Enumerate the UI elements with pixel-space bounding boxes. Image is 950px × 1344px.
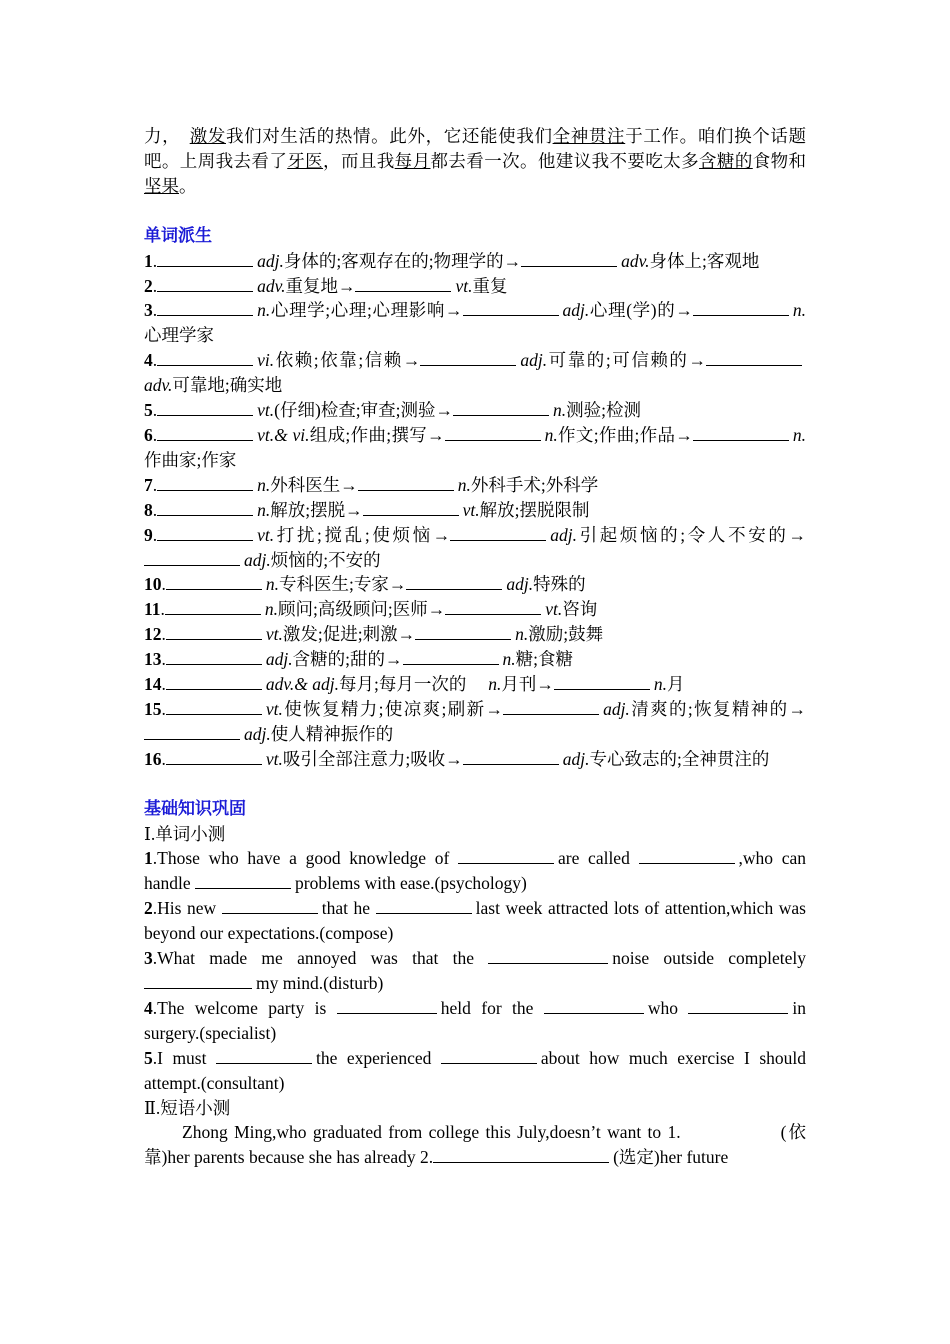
question-1: 1.Those who have a good knowledge of are called ,who can handle problems with ease.(psychology): [144, 848, 806, 894]
question-4: 4.The welcome party is held for the who in surgery.(specialist): [144, 997, 806, 1043]
part-of-speech: n.: [257, 499, 271, 520]
answer-blank[interactable]: [166, 648, 262, 665]
answer-blank[interactable]: [144, 549, 240, 566]
answer-blank[interactable]: [503, 698, 599, 715]
derivation-item-7: 7. n.外科医生→ n.外科手术;外科学: [144, 474, 599, 495]
document-page: [144, 124, 806, 1170]
meaning: 重复地→: [285, 275, 356, 296]
question-text: are called: [558, 848, 639, 869]
answer-blank[interactable]: [554, 673, 650, 690]
question-5: 5.I must the experienced about how much exercise I should attempt.(consultant): [144, 1047, 807, 1093]
meaning: 含糖的;甜的→: [292, 649, 403, 670]
part-of-speech: adj.: [265, 649, 293, 670]
derivation-item-1: 1. adj.身体的;客观存在的;物理学的→ adv.身体上;客观地: [144, 250, 760, 271]
meaning: 特殊的: [533, 574, 586, 595]
question-text: the experienced: [315, 1047, 441, 1068]
section-title-basic-knowledge: 基础知识巩固: [144, 798, 246, 818]
item-number: 7: [144, 474, 153, 495]
part-of-speech: adj.: [603, 698, 630, 719]
item-number: 12: [144, 624, 162, 645]
part-of-speech: adj.: [506, 574, 534, 595]
meaning: 烦恼的;不安的: [270, 549, 381, 570]
question-text: The welcome party is: [157, 997, 337, 1018]
question-text: in surgery.(specialist): [144, 997, 806, 1043]
question-3: 3.What made me annoyed was that the noise outside completely my mind.(disturb): [144, 948, 806, 993]
question-text: about how much exercise I should attempt.(consultant): [144, 1047, 807, 1093]
intro-text: ，而且我: [323, 150, 395, 171]
meaning: 专心致志的;全神贯注的: [589, 748, 770, 769]
item-number: 2: [144, 275, 153, 296]
intro-text: 力，: [144, 126, 190, 146]
part-of-speech: adv.: [257, 275, 286, 296]
item-number: 8: [144, 499, 153, 520]
item-number: 16: [144, 748, 162, 769]
question-number: 4: [144, 997, 153, 1018]
derivation-item-15: 15. vt.使恢复精力;使凉爽;刷新→ adj.清爽的;恢复精神的→adj.使人精神振作的: [144, 698, 806, 744]
part-of-speech: vt.: [462, 499, 480, 520]
meaning: 心理学;心理;心理影响→: [270, 300, 463, 321]
meaning: 咨询: [562, 599, 598, 620]
underlined-phrase: 激发: [189, 126, 226, 146]
item-number: 13: [144, 649, 162, 670]
word-derivation-list: [144, 249, 806, 772]
part-of-speech: adj.: [562, 300, 590, 321]
answer-blank[interactable]: [166, 673, 262, 690]
meaning: 可靠地;确实地: [172, 375, 283, 396]
answer-blank[interactable]: [157, 524, 253, 541]
answer-blank[interactable]: [166, 573, 262, 590]
answer-blank[interactable]: [706, 349, 802, 366]
meaning: 吸引全部注意力;吸收→: [282, 748, 463, 769]
meaning: 可靠的;可信赖的→: [547, 350, 706, 371]
part-of-speech: vi.: [257, 350, 275, 371]
derivation-item-3: 3. n.心理学;心理;心理影响→ adj.心理(学)的→ n.心理学家: [144, 300, 806, 346]
part-of-speech: n.: [257, 474, 271, 495]
part-of-speech: n.: [792, 300, 806, 321]
passage-text: (依靠)her parents because she has already 2.: [144, 1122, 806, 1168]
item-number: 10: [144, 574, 162, 595]
question-number: 1: [144, 848, 153, 869]
part-of-speech: n.: [488, 674, 502, 695]
derivation-item-2: 2. adv.重复地→ vt.重复: [144, 275, 508, 296]
question-text: last week attracted lots of attention,which was beyond our expectations.(compose): [144, 898, 806, 944]
intro-text: 于工作。咱们换个话题吧。上周我去看了: [144, 126, 807, 171]
question-text: my mind.(disturb): [256, 973, 384, 993]
part-of-speech: vt.& vi.: [257, 424, 310, 445]
meaning: 心理(学)的→: [589, 300, 693, 321]
item-number: 3: [144, 300, 153, 321]
item-number: 15: [144, 698, 162, 719]
part-of-speech: vt.: [265, 698, 283, 719]
answer-blank[interactable]: [144, 972, 252, 989]
meaning: 使恢复精力;使凉爽;刷新→: [282, 698, 504, 719]
derivation-item-5: 5. vt.(仔细)检查;审查;测验→ n.测验;检测: [144, 400, 642, 421]
meaning: 外科手术;外科学: [470, 474, 599, 495]
derivation-item-13: 13. adj.含糖的;甜的→ n.糖;食糖: [144, 649, 573, 670]
derivation-item-8: 8. n.解放;摆脱→ vt.解放;摆脱限制: [144, 499, 590, 520]
answer-blank[interactable]: [453, 399, 549, 416]
meaning: 身体上;客观地: [649, 250, 760, 271]
item-number: 6: [144, 424, 153, 445]
item-number: 11: [144, 599, 161, 620]
answer-blank[interactable]: [445, 598, 541, 615]
question-text: What made me annoyed was that the: [157, 948, 489, 969]
part-of-speech: n.: [653, 674, 667, 695]
item-number: 1: [144, 250, 153, 271]
answer-blank[interactable]: [433, 1146, 609, 1163]
meaning: 心理学家: [144, 325, 214, 346]
passage-text: (选定)her future: [613, 1147, 729, 1168]
part-of-speech: n.: [264, 599, 279, 620]
answer-blank[interactable]: [166, 623, 262, 640]
meaning: 依赖;依靠;信赖→: [274, 350, 421, 371]
meaning: 重复: [472, 275, 508, 296]
answer-blank[interactable]: [358, 474, 454, 491]
question-number: 3: [144, 948, 153, 969]
answer-blank[interactable]: [376, 897, 472, 914]
meaning: 清爽的;恢复精神的→: [629, 698, 806, 719]
meaning: 外科医生→: [270, 474, 358, 495]
part-of-speech: adv.& adj.: [265, 674, 339, 695]
answer-blank[interactable]: [166, 698, 262, 715]
answer-blank[interactable]: [165, 598, 261, 615]
part-of-speech: n.: [553, 400, 567, 421]
answer-blank[interactable]: [355, 275, 451, 292]
answer-blank[interactable]: [403, 648, 499, 665]
answer-blank[interactable]: [693, 424, 789, 441]
underlined-phrase: 每月: [394, 150, 431, 171]
part-of-speech: adj.: [550, 524, 577, 545]
meaning: (仔细)检查;审查;测验→: [274, 400, 454, 421]
meaning: 作文;作曲;作品→: [557, 424, 693, 445]
meaning: 每月;每月一次的: [338, 674, 484, 695]
derivation-item-12: 12. vt.激发;促进;刺激→ n.激励;鼓舞: [144, 624, 604, 645]
answer-blank[interactable]: [157, 250, 253, 267]
part-of-speech: adj.: [520, 350, 548, 371]
item-number: 14: [144, 674, 162, 695]
part-of-speech: n.: [515, 624, 529, 645]
phrase-passage: [144, 1120, 806, 1170]
answer-blank[interactable]: [420, 349, 516, 366]
question-text: Those who have a good knowledge of: [157, 848, 458, 869]
answer-blank[interactable]: [166, 748, 262, 765]
derivation-item-9: 9. vt.打扰;搅乱;使烦恼→ adj.引起烦恼的;令人不安的→adj.烦恼的;不安的: [144, 524, 806, 570]
answer-blank[interactable]: [157, 275, 253, 292]
part-of-speech: vt.: [257, 524, 275, 545]
answer-blank[interactable]: [488, 947, 608, 964]
part-of-speech: vt.: [455, 275, 473, 296]
meaning: 专科医生;专家→: [279, 574, 407, 595]
answer-blank[interactable]: [544, 997, 644, 1014]
answer-blank[interactable]: [216, 1047, 312, 1064]
intro-text: 。: [179, 175, 197, 196]
question-text: that he: [321, 898, 376, 919]
item-number: 5: [144, 400, 153, 421]
part1-title: Ⅰ.单词小测: [144, 823, 226, 844]
question-text: I must: [157, 1047, 216, 1068]
meaning: 激发;促进;刺激→: [282, 624, 416, 645]
question-number: 5: [144, 1047, 153, 1068]
part-of-speech: adj.: [244, 723, 271, 744]
intro-text: 都去看一次。他建议我不要吃太多: [430, 150, 700, 171]
meaning: 组成;作曲;撰写→: [309, 424, 445, 445]
question-text: ,who can handle: [144, 848, 806, 894]
meaning: 作曲家;作家: [144, 449, 237, 470]
part2-title: Ⅱ.短语小测: [144, 1097, 231, 1118]
part-of-speech: adv.: [621, 250, 650, 271]
meaning: 测验;检测: [566, 400, 642, 421]
question-text: problems with ease.(psychology): [295, 873, 527, 894]
answer-blank[interactable]: [222, 897, 318, 914]
answer-blank[interactable]: [157, 474, 253, 491]
question-text: noise outside completely: [612, 948, 806, 969]
part-of-speech: n.: [544, 424, 558, 445]
part-of-speech: vt.: [265, 748, 283, 769]
question-text: held for the: [440, 997, 544, 1018]
underlined-phrase: 含糖的: [699, 150, 753, 171]
part-of-speech: n.: [792, 424, 806, 445]
answer-blank[interactable]: [445, 424, 541, 441]
answer-blank[interactable]: [463, 299, 559, 316]
meaning: 解放;摆脱限制: [479, 499, 590, 520]
part-of-speech: n.: [265, 574, 279, 595]
answer-blank[interactable]: [521, 250, 617, 267]
meaning: 月刊→: [501, 674, 554, 695]
question-text: who: [647, 997, 689, 1018]
meaning: 引起烦恼的;令人不安的→: [576, 524, 806, 545]
answer-blank[interactable]: [415, 623, 511, 640]
underlined-phrase: 牙医: [287, 150, 324, 171]
answer-blank[interactable]: [450, 524, 546, 541]
answer-blank[interactable]: [406, 573, 502, 590]
answer-blank[interactable]: [693, 299, 789, 316]
answer-blank[interactable]: [441, 1047, 537, 1064]
intro-paragraph: [144, 124, 806, 199]
passage-text: Zhong Ming,who graduated from college this July,doesn’t want to 1.: [182, 1122, 681, 1143]
question-2: 2.His new that he last week attracted lots of attention,which was beyond our expectations.(compose): [144, 898, 806, 944]
part-of-speech: adv.: [144, 375, 173, 396]
answer-blank[interactable]: [463, 748, 559, 765]
meaning: 使人精神振作的: [270, 723, 394, 744]
derivation-item-11: 11. n.顾问;高级顾问;医师→ vt.咨询: [144, 599, 598, 620]
answer-blank[interactable]: [195, 872, 291, 889]
answer-blank[interactable]: [639, 847, 735, 864]
part-of-speech: adj.: [562, 748, 590, 769]
part-of-speech: adj.: [244, 549, 271, 570]
part-of-speech: n.: [257, 300, 271, 321]
part-of-speech: n.: [502, 649, 516, 670]
answer-blank[interactable]: [458, 847, 554, 864]
item-number: 4: [144, 350, 153, 371]
derivation-item-6: 6. vt.& vi.组成;作曲;撰写→ n.作文;作曲;作品→ n.作曲家;作家: [144, 424, 806, 470]
question-number: 2: [144, 898, 153, 919]
section-title-word-derivation: 单词派生: [144, 225, 212, 245]
item-number: 9: [144, 524, 153, 545]
answer-blank[interactable]: [157, 349, 253, 366]
answer-blank[interactable]: [337, 997, 437, 1014]
question-text: His new: [157, 898, 222, 919]
meaning: 打扰;搅乱;使烦恼→: [274, 524, 451, 545]
intro-text: 我们对生活的热情。此外，它还能使我们: [225, 126, 553, 146]
derivation-item-4: 4. vi.依赖;依靠;信赖→ adj.可靠的;可信赖的→adv.可靠地;确实地: [144, 348, 806, 398]
part-of-speech: vt.: [257, 400, 275, 421]
answer-blank[interactable]: [157, 399, 253, 416]
part-of-speech: vt.: [265, 624, 283, 645]
answer-blank[interactable]: [144, 723, 240, 740]
derivation-item-16: 16. vt.吸引全部注意力;吸收→ adj.专心致志的;全神贯注的: [144, 748, 770, 769]
answer-blank[interactable]: [688, 997, 788, 1014]
meaning: 糖;食糖: [515, 649, 573, 670]
meaning: 月: [666, 674, 685, 695]
answer-blank[interactable]: [157, 499, 253, 516]
meaning: 身体的;客观存在的;物理学的→: [283, 250, 522, 271]
underlined-phrase: 坚果: [144, 175, 179, 196]
meaning: 顾问;高级顾问;医师→: [278, 599, 446, 620]
underlined-phrase: 全神贯注: [552, 126, 626, 146]
answer-blank[interactable]: [157, 299, 253, 316]
intro-text: 食物和: [752, 150, 807, 171]
derivation-item-14: 14. adv.& adj.每月;每月一次的 n.月刊→ n.月: [144, 674, 685, 695]
derivation-item-10: 10. n.专科医生;专家→ adj.特殊的: [144, 574, 586, 595]
part-of-speech: vt.: [545, 599, 563, 620]
answer-blank[interactable]: [157, 424, 253, 441]
meaning: 激励;鼓舞: [528, 624, 604, 645]
meaning: 解放;摆脱→: [270, 499, 363, 520]
answer-blank[interactable]: [681, 1122, 777, 1138]
part-of-speech: n.: [457, 474, 471, 495]
answer-blank[interactable]: [363, 499, 459, 516]
part-of-speech: adj.: [257, 250, 284, 271]
